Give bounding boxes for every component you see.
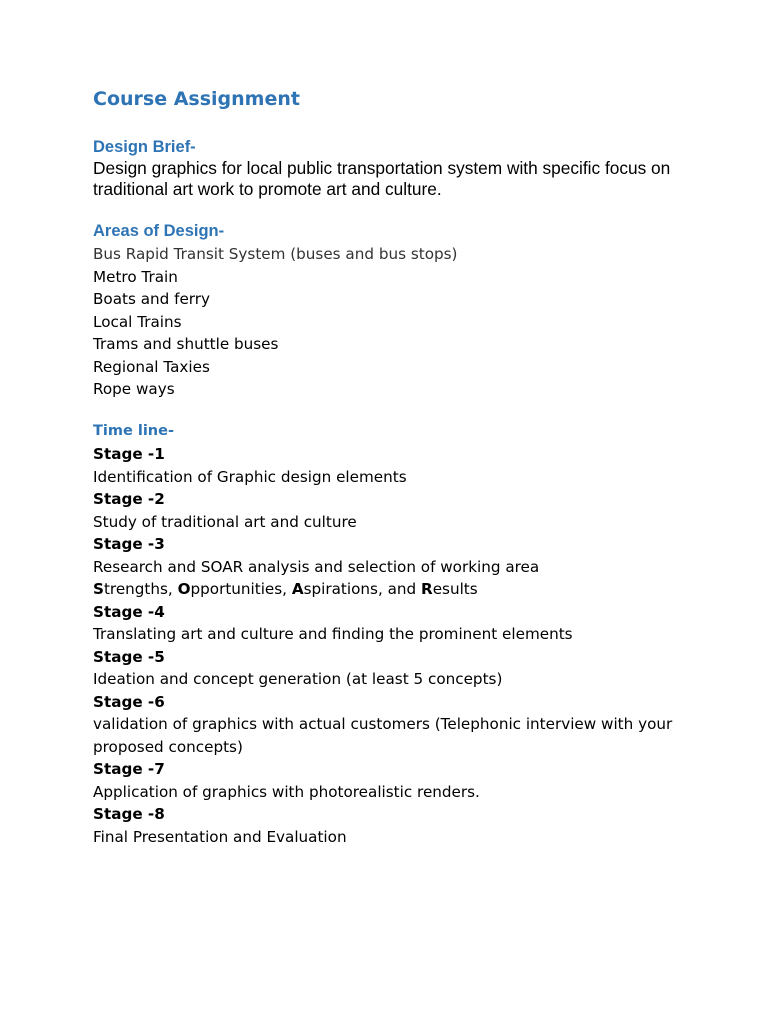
soar-a-rest: spirations, and: [303, 580, 421, 598]
soar-definition: [93, 578, 693, 601]
soar-s-rest: trengths,: [103, 580, 178, 598]
stage-text: Research and SOAR analysis and selection of working area: [93, 557, 540, 576]
timeline-stages: [93, 443, 693, 848]
stage-label: Stage -7: [93, 760, 165, 778]
stage-text: Identification of Graphic design elements: [93, 467, 407, 486]
stage-text: Study of traditional art and culture: [93, 512, 357, 531]
list-item: Rope ways: [93, 380, 175, 398]
stage-label: Stage -1: [93, 445, 165, 463]
stage-label: Stage -5: [93, 647, 165, 666]
stage-label: Stage -4: [93, 602, 165, 621]
document-title: Course Assignment: [93, 88, 300, 110]
stage-label: Stage -6: [93, 692, 165, 711]
soar-a-initial: A: [291, 580, 304, 598]
list-item: Local Trains: [93, 312, 182, 331]
stage-label: Stage -2: [93, 490, 165, 508]
stage-text: validation of graphics with actual customers (Telephonic interview with your proposed concepts): [93, 715, 673, 756]
list-item: Boats and ferry: [93, 290, 211, 308]
soar-r-rest: esults: [432, 580, 478, 598]
stage-label: Stage -3: [93, 535, 165, 553]
stage-text: Final Presentation and Evaluation: [93, 827, 347, 846]
stage-label: Stage -8: [93, 805, 165, 823]
soar-o-rest: pportunities,: [190, 580, 292, 598]
soar-o-initial: O: [177, 580, 191, 598]
list-item: Regional Taxies: [93, 357, 210, 376]
soar-s-initial: S: [93, 580, 104, 598]
design-brief-text: Design graphics for local public transportation system with specific focus on traditional art work to promote art and culture.: [93, 158, 671, 199]
stage-text: Application of graphics with photorealistic renders.: [93, 782, 480, 801]
soar-r-initial: R: [421, 580, 433, 598]
design-brief-heading: Design Brief-: [93, 138, 196, 156]
stage-text: Ideation and concept generation (at least 5 concepts): [93, 670, 503, 688]
stage-text: Translating art and culture and finding the prominent elements: [93, 625, 573, 643]
list-item: Bus Rapid Transit System (buses and bus stops): [93, 245, 458, 263]
areas-of-design-heading: Areas of Design-: [93, 222, 225, 240]
list-item: Metro Train: [93, 267, 178, 286]
areas-of-design-list: [93, 243, 457, 401]
timeline-heading: Time line-: [93, 423, 174, 439]
list-item: Trams and shuttle buses: [93, 335, 279, 353]
